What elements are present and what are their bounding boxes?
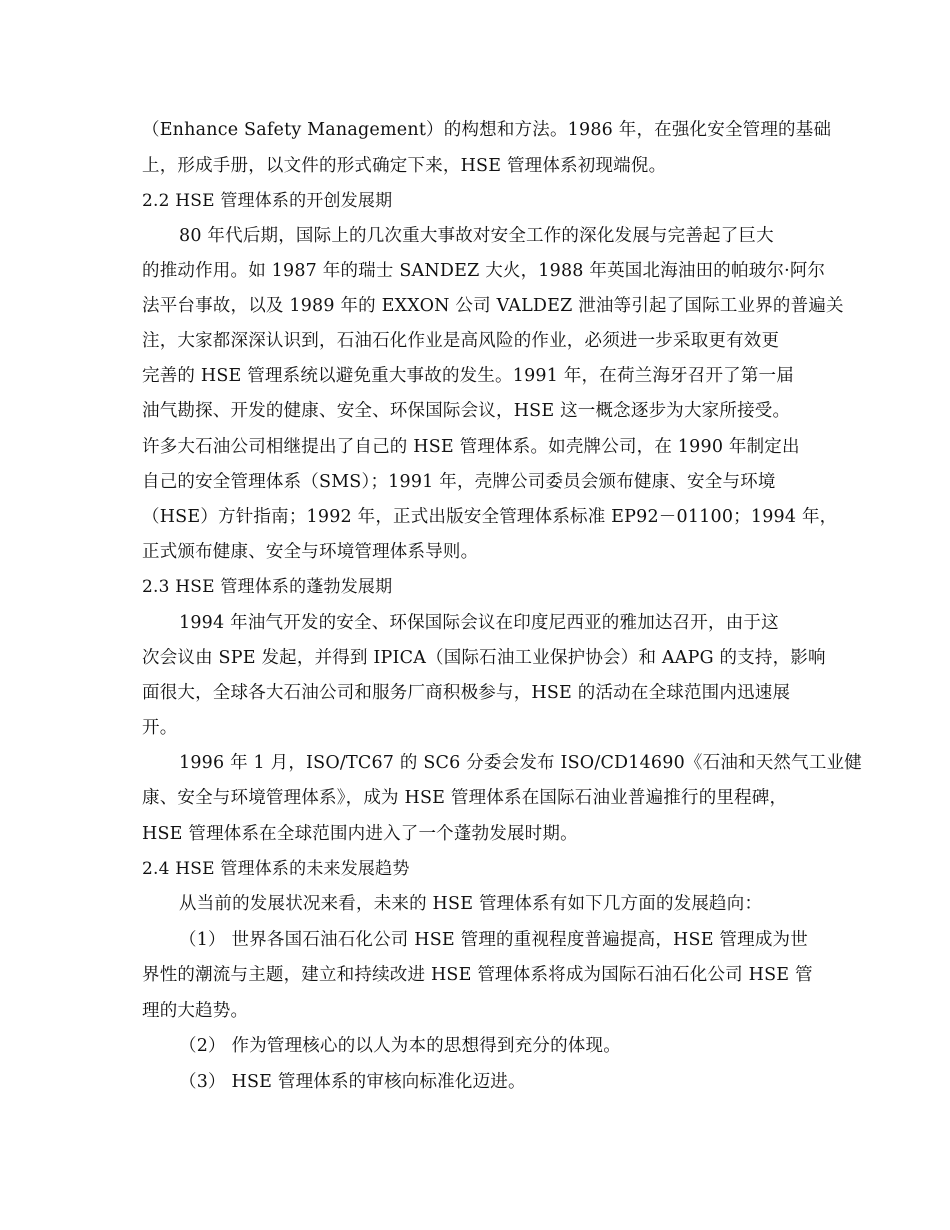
paragraph-line: 的推动作用。如 1987 年的瑞士 SANDEZ 大火，1988 年英国北海油田的帕玻尔·阿尔 [142,261,826,281]
paragraph-line: 康、安全与环境管理体系》，成为 HSE 管理体系在国际石油业普遍推行的里程碑， [142,788,788,808]
paragraph-line: 上，形成手册，以文件的形式确定下来，HSE 管理体系初现端倪。 [142,156,667,176]
paragraph-line: 1996 年 1 月，ISO/TC67 的 SC6 分委会发布 ISO/CD14690《石油和天然气工业健 [179,753,862,773]
list-item-2: （2） 作为管理核心的以人为本的思想得到充分的体现。 [179,1036,621,1056]
section-heading-2-2: 2.2 HSE 管理体系的开创发展期 [142,191,393,211]
paragraph-line: 自己的安全管理体系（SMS）；1991 年，壳牌公司委员会颁布健康、安全与环境 [142,472,776,492]
paragraph-line: （HSE）方针指南；1992 年，正式出版安全管理体系标准 EP92－01100；1994 年， [142,507,838,527]
paragraph-line: 次会议由 SPE 发起，并得到 IPICA（国际石油工业保护协会）和 AAPG 的支持，影响 [142,648,826,668]
paragraph-line: 完善的 HSE 管理系统以避免重大事故的发生。1991 年，在荷兰海牙召开了第一届 [142,366,794,386]
paragraph-line: 理的大趋势。 [142,1001,249,1021]
paragraph-line: 法平台事故，以及 1989 年的 EXXON 公司 VALDEZ 泄油等引起了国际工业界的普遍关 [142,296,844,316]
paragraph-line: 面很大，全球各大石油公司和服务厂商积极参与，HSE 的活动在全球范围内迅速展 [142,683,791,703]
paragraph-line: 从当前的发展状况来看，未来的 HSE 管理体系有如下几方面的发展趋向： [179,894,763,914]
paragraph-line: 1994 年油气开发的安全、环保国际会议在印度尼西亚的雅加达召开，由于这 [179,613,779,633]
list-item-1: （1） 世界各国石油石化公司 HSE 管理的重视程度普遍提高，HSE 管理成为世 [179,930,808,950]
section-heading-2-3: 2.3 HSE 管理体系的蓬勃发展期 [142,577,393,597]
section-heading-2-4: 2.4 HSE 管理体系的未来发展趋势 [142,859,410,879]
paragraph-line: 许多大石油公司相继提出了自己的 HSE 管理体系。如壳牌公司，在 1990 年制定出 [142,437,800,457]
paragraph-line: （Enhance Safety Management）的构想和方法。1986 年，在强化安全管理的基础 [142,120,832,140]
paragraph-line: 开。 [142,718,178,738]
paragraph-line: 界性的潮流与主题，建立和持续改进 HSE 管理体系将成为国际石油石化公司 HSE 管 [142,965,813,985]
paragraph-line: 80 年代后期，国际上的几次重大事故对安全工作的深化发展与完善起了巨大 [179,226,774,246]
paragraph-line: 油气勘探、开发的健康、安全、环保国际会议，HSE 这一概念逐步为大家所接受。 [142,401,791,421]
paragraph-line: 注，大家都深深认识到，石油石化作业是高风险的作业，必须进一步采取更有效更 [142,331,780,351]
list-item-3: （3） HSE 管理体系的审核向标准化迈进。 [179,1072,526,1092]
paragraph-line: 正式颁布健康、安全与环境管理体系导则。 [142,542,479,562]
paragraph-line: HSE 管理体系在全球范围内进入了一个蓬勃发展时期。 [142,824,578,844]
